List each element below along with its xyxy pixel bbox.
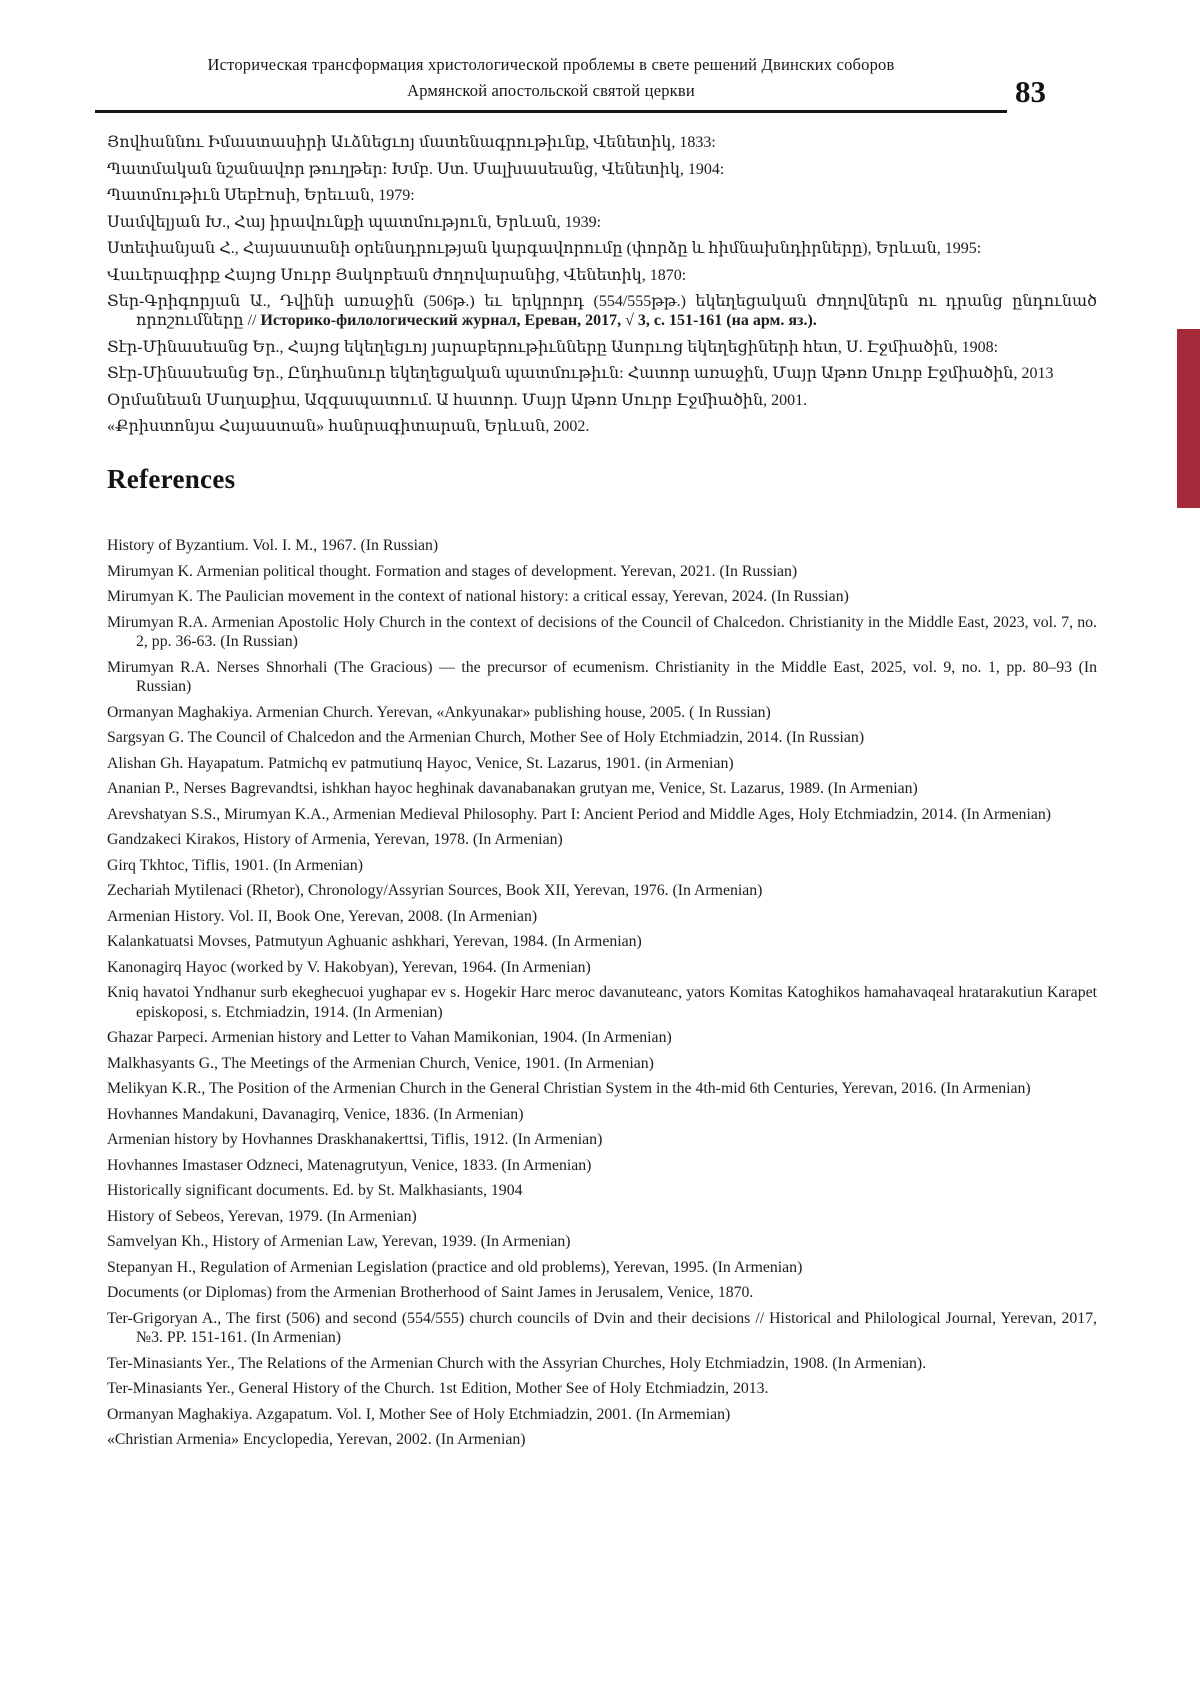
reference-item	[107, 779, 1097, 799]
reference-text-segment: Օրմանեան Մաղաքիա, Ազգապատում. Ա հատոր. Մայր Աթոռ Սուրբ Էջմիածին, 2001.	[107, 391, 808, 409]
reference-text-segment: Ormanyan Maghakiya. Armenian Church. Yerevan, «Ankyunakar» publishing house, 2005. ( In Russian)	[107, 703, 771, 721]
reference-text-segment: Mirumyan R.A. Armenian Apostolic Holy Church in the context of decisions of the Council of Chalcedon. Christianity in the Middle East, 2023, vol. 7, no. 2, pp. 36-63. (In Russian)	[107, 613, 1097, 650]
reference-item	[107, 881, 1097, 901]
reference-text-segment: Յովհաննու Իմաստասիրի Աւձնեցւոյ մատենագրութիւնք, Վենետիկ, 1833:	[107, 134, 716, 151]
reference-item	[107, 417, 1097, 436]
reference-text-segment: Sargsyan G. The Council of Chalcedon and the Armenian Church, Mother See of Holy Etchmiadzin, 2014. (In Russian)	[107, 729, 865, 746]
reference-item	[107, 907, 1097, 927]
reference-text-segment: «Քրիստոնյա Հայաստան» հանրագիտարան, Երևան, 2002.	[107, 418, 590, 435]
reference-text-segment: Վաւերագիրք Հայոց Սուրբ Յակոբեան ժողովարանից, Վենետիկ, 1870:	[107, 266, 687, 284]
reference-item	[107, 391, 1097, 410]
reference-text-segment: Տէր-Մինասեանց Եր., Հայոց եկեղեցւոյ յարաբերութիւնները Ասորւոց եկեղեցիների հետ, Ս. Էջմիածին, 1908:	[107, 338, 999, 356]
reference-bold-segment: Историко-филологический журнал, Ереван, 2017, √ 3, с. 151-161 (на арм. яз.).	[260, 312, 817, 329]
reference-text-segment: Պատմութիւն Սեբէոսի, Երեւան, 1979:	[107, 187, 415, 204]
reference-item	[107, 562, 1097, 582]
reference-item	[107, 133, 1097, 152]
english-references-list	[107, 536, 1097, 1456]
reference-text-segment: Zechariah Mytilenaci (Rhetor), Chronology/Assyrian Sources, Book XII, Yerevan, 1976. (In Armenian)	[107, 882, 763, 899]
reference-text-segment: Gandzakeci Kirakos, History of Armenia, Yerevan, 1978. (In Armenian)	[107, 831, 563, 848]
reference-item	[107, 1430, 1097, 1450]
reference-item	[107, 805, 1097, 825]
reference-item	[107, 186, 1097, 205]
reference-text-segment: Սամվելյան Խ., Հայ իրավունքի պատմություն, Երևան, 1939:	[107, 213, 602, 231]
reference-text-segment: Samvelyan Kh., History of Armenian Law, Yerevan, 1939. (In Armenian)	[107, 1233, 571, 1250]
reference-item	[107, 1232, 1097, 1252]
header-rule	[95, 110, 1007, 113]
reference-item	[107, 1130, 1097, 1150]
reference-text-segment: Ghazar Parpeci. Armenian history and Letter to Vahan Mamikonian, 1904. (In Armenian)	[107, 1029, 672, 1046]
reference-text-segment: Kalankatuatsi Movses, Patmutyun Aghuanic ashkhari, Yerevan, 1984. (In Armenian)	[107, 933, 642, 950]
reference-text-segment: Armenian History. Vol. II, Book One, Yerevan, 2008. (In Armenian)	[107, 907, 538, 925]
reference-text-segment: Historically significant documents. Ed. by St. Malkhasiants, 1904	[107, 1182, 523, 1199]
reference-item	[107, 1105, 1097, 1125]
reference-text-segment: Melikyan K.R., The Position of the Armenian Church in the General Christian System in the 4th-mid 6th Centuries, Yerevan, 2016. (In Armenian)	[107, 1080, 1031, 1097]
running-header-line1: Историческая трансформация христологической проблемы в свете решений Двинских соборов	[207, 55, 895, 74]
reference-text-segment: Kanonagirq Hayoc (worked by V. Hakobyan), Yerevan, 1964. (In Armenian)	[107, 958, 591, 976]
reference-item	[107, 856, 1097, 876]
reference-text-segment: Stepanyan H., Regulation of Armenian Legislation (practice and old problems), Yerevan, 1995. (In Armenian)	[107, 1258, 803, 1276]
reference-text-segment: Տեր-Գրիգորյան Ա., Դվինի առաջին (506թ.) եւ երկրորդ (554/555թթ.) եկեղեցական ժողովներն ու դրանց ընդունած որոշումները //	[107, 293, 1097, 329]
reference-item	[107, 1309, 1097, 1348]
reference-text-segment: Տէր-Մինասեանց Եր., Ընդհանուր եկեղեցական պատմութիւն: Հատոր առաջին, Մայր Աթոռ Սուրբ Էջմիածին, 2013	[107, 365, 1054, 382]
section-bookmark-tab	[1177, 329, 1200, 508]
reference-text-segment: «Christian Armenia» Encyclopedia, Yerevan, 2002. (In Armenian)	[107, 1431, 526, 1448]
page-number: 83	[1015, 74, 1046, 109]
reference-text-segment: Hovhannes Mandakuni, Davanagirq, Venice, 1836. (In Armenian)	[107, 1105, 524, 1123]
reference-text-segment: Ananian P., Nerses Bagrevandtsi, ishkhan hayoc heghinak davanabanakan grutyan me, Venice, St. Lazarus, 1989. (In Armenian)	[107, 780, 918, 797]
reference-item	[107, 1207, 1097, 1227]
reference-text-segment: Arevshatyan S.S., Mirumyan K.A., Armenian Medieval Philosophy. Part I: Ancient Period and Middle Ages, Holy Etchmiadzin, 2014. (In Armenian)	[107, 805, 1052, 823]
reference-item	[107, 338, 1097, 357]
reference-item	[107, 364, 1097, 383]
reference-item	[107, 160, 1097, 179]
reference-item	[107, 1379, 1097, 1399]
reference-text-segment: History of Byzantium. Vol. I. M., 1967. (In Russian)	[107, 537, 439, 554]
reference-item	[107, 754, 1097, 774]
reference-item	[107, 1258, 1097, 1278]
reference-text-segment: Alishan Gh. Hayapatum. Patmichq ev patmutiunq Hayoc, Venice, St. Lazarus, 1901. (in Armenian)	[107, 754, 734, 772]
reference-item	[107, 1028, 1097, 1048]
reference-item	[107, 1181, 1097, 1201]
reference-item	[107, 587, 1097, 607]
reference-item	[107, 266, 1097, 285]
reference-item	[107, 983, 1097, 1022]
reference-item	[107, 703, 1097, 723]
armenian-references-list	[107, 133, 1097, 444]
reference-text-segment: Kniq havatoi Yndhanur surb ekeghecuoi yughapar ev s. Hogekir Harc meroc davanuteanc, yators Komitas Katoghikos hamahavaqeal hratarakutiun Karapet episkoposi, s. Etchmiadzin, 1914. (In Armenian)	[107, 984, 1097, 1021]
reference-text-segment: Girq Tkhtoc, Tiflis, 1901. (In Armenian)	[107, 856, 363, 874]
reference-item	[107, 1054, 1097, 1074]
reference-text-segment: Ter-Minasiants Yer., The Relations of the Armenian Church with the Assyrian Churches, Holy Etchmiadzin, 1908. (In Armenian).	[107, 1354, 927, 1372]
reference-item	[107, 613, 1097, 652]
reference-item	[107, 213, 1097, 232]
reference-item	[107, 932, 1097, 952]
reference-item	[107, 536, 1097, 556]
reference-item	[107, 1354, 1097, 1374]
reference-text-segment: Ormanyan Maghakiya. Azgapatum. Vol. I, Mother See of Holy Etchmiadzin, 2001. (In Armemian)	[107, 1405, 731, 1423]
reference-text-segment: History of Sebeos, Yerevan, 1979. (In Armenian)	[107, 1207, 417, 1225]
reference-item	[107, 1079, 1097, 1099]
reference-item	[107, 728, 1097, 748]
reference-item	[107, 830, 1097, 850]
reference-item	[107, 239, 1097, 258]
reference-text-segment: Ստեփանյան Հ., Հայաստանի օրենսդրության կարգավորումը (փորձը և հիմնախնդիրները), Երևան, 1995:	[107, 240, 982, 257]
reference-text-segment: Ter-Grigoryan A., The first (506) and second (554/555) church councils of Dvin and their decisions // Historical and Philological Journal, Yerevan, 2017, №3. PP. 151-161. (In Armenian)	[107, 1309, 1097, 1346]
running-header-line2: Армянской апостольской святой церкви	[407, 80, 695, 100]
references-heading: References	[107, 464, 236, 494]
reference-text-segment: Պատմական նշանավոր թուղթեր: Խմբ. Ստ. Մալխասեանց, Վենետիկ, 1904:	[107, 160, 725, 178]
reference-item	[107, 292, 1097, 330]
reference-item	[107, 1156, 1097, 1176]
reference-text-segment: Malkhasyants G., The Meetings of the Armenian Church, Venice, 1901. (In Armenian)	[107, 1054, 654, 1072]
reference-item	[107, 958, 1097, 978]
reference-item	[107, 1283, 1097, 1303]
running-header	[95, 52, 1007, 103]
reference-item	[107, 1405, 1097, 1425]
reference-text-segment: Mirumyan R.A. Nerses Shnorhali (The Gracious) — the precursor of ecumenism. Christianity in the Middle East, 2025, vol. 9, no. 1, pp. 80–93 (In Russian)	[107, 658, 1097, 695]
reference-item	[107, 658, 1097, 697]
reference-text-segment: Mirumyan K. Armenian political thought. Formation and stages of development. Yerevan, 2021. (In Russian)	[107, 562, 798, 580]
reference-text-segment: Ter-Minasiants Yer., General History of the Church. 1st Edition, Mother See of Holy Etchmiadzin, 2013.	[107, 1380, 769, 1397]
reference-text-segment: Documents (or Diplomas) from the Armenian Brotherhood of Saint James in Jerusalem, Venice, 1870.	[107, 1284, 754, 1301]
reference-text-segment: Hovhannes Imastaser Odzneci, Matenagrutyun, Venice, 1833. (In Armenian)	[107, 1156, 592, 1174]
reference-text-segment: Armenian history by Hovhannes Draskhanakerttsi, Tiflis, 1912. (In Armenian)	[107, 1131, 603, 1148]
reference-text-segment: Mirumyan K. The Paulician movement in the context of national history: a critical essay, Yerevan, 2024. (In Russian)	[107, 588, 849, 605]
